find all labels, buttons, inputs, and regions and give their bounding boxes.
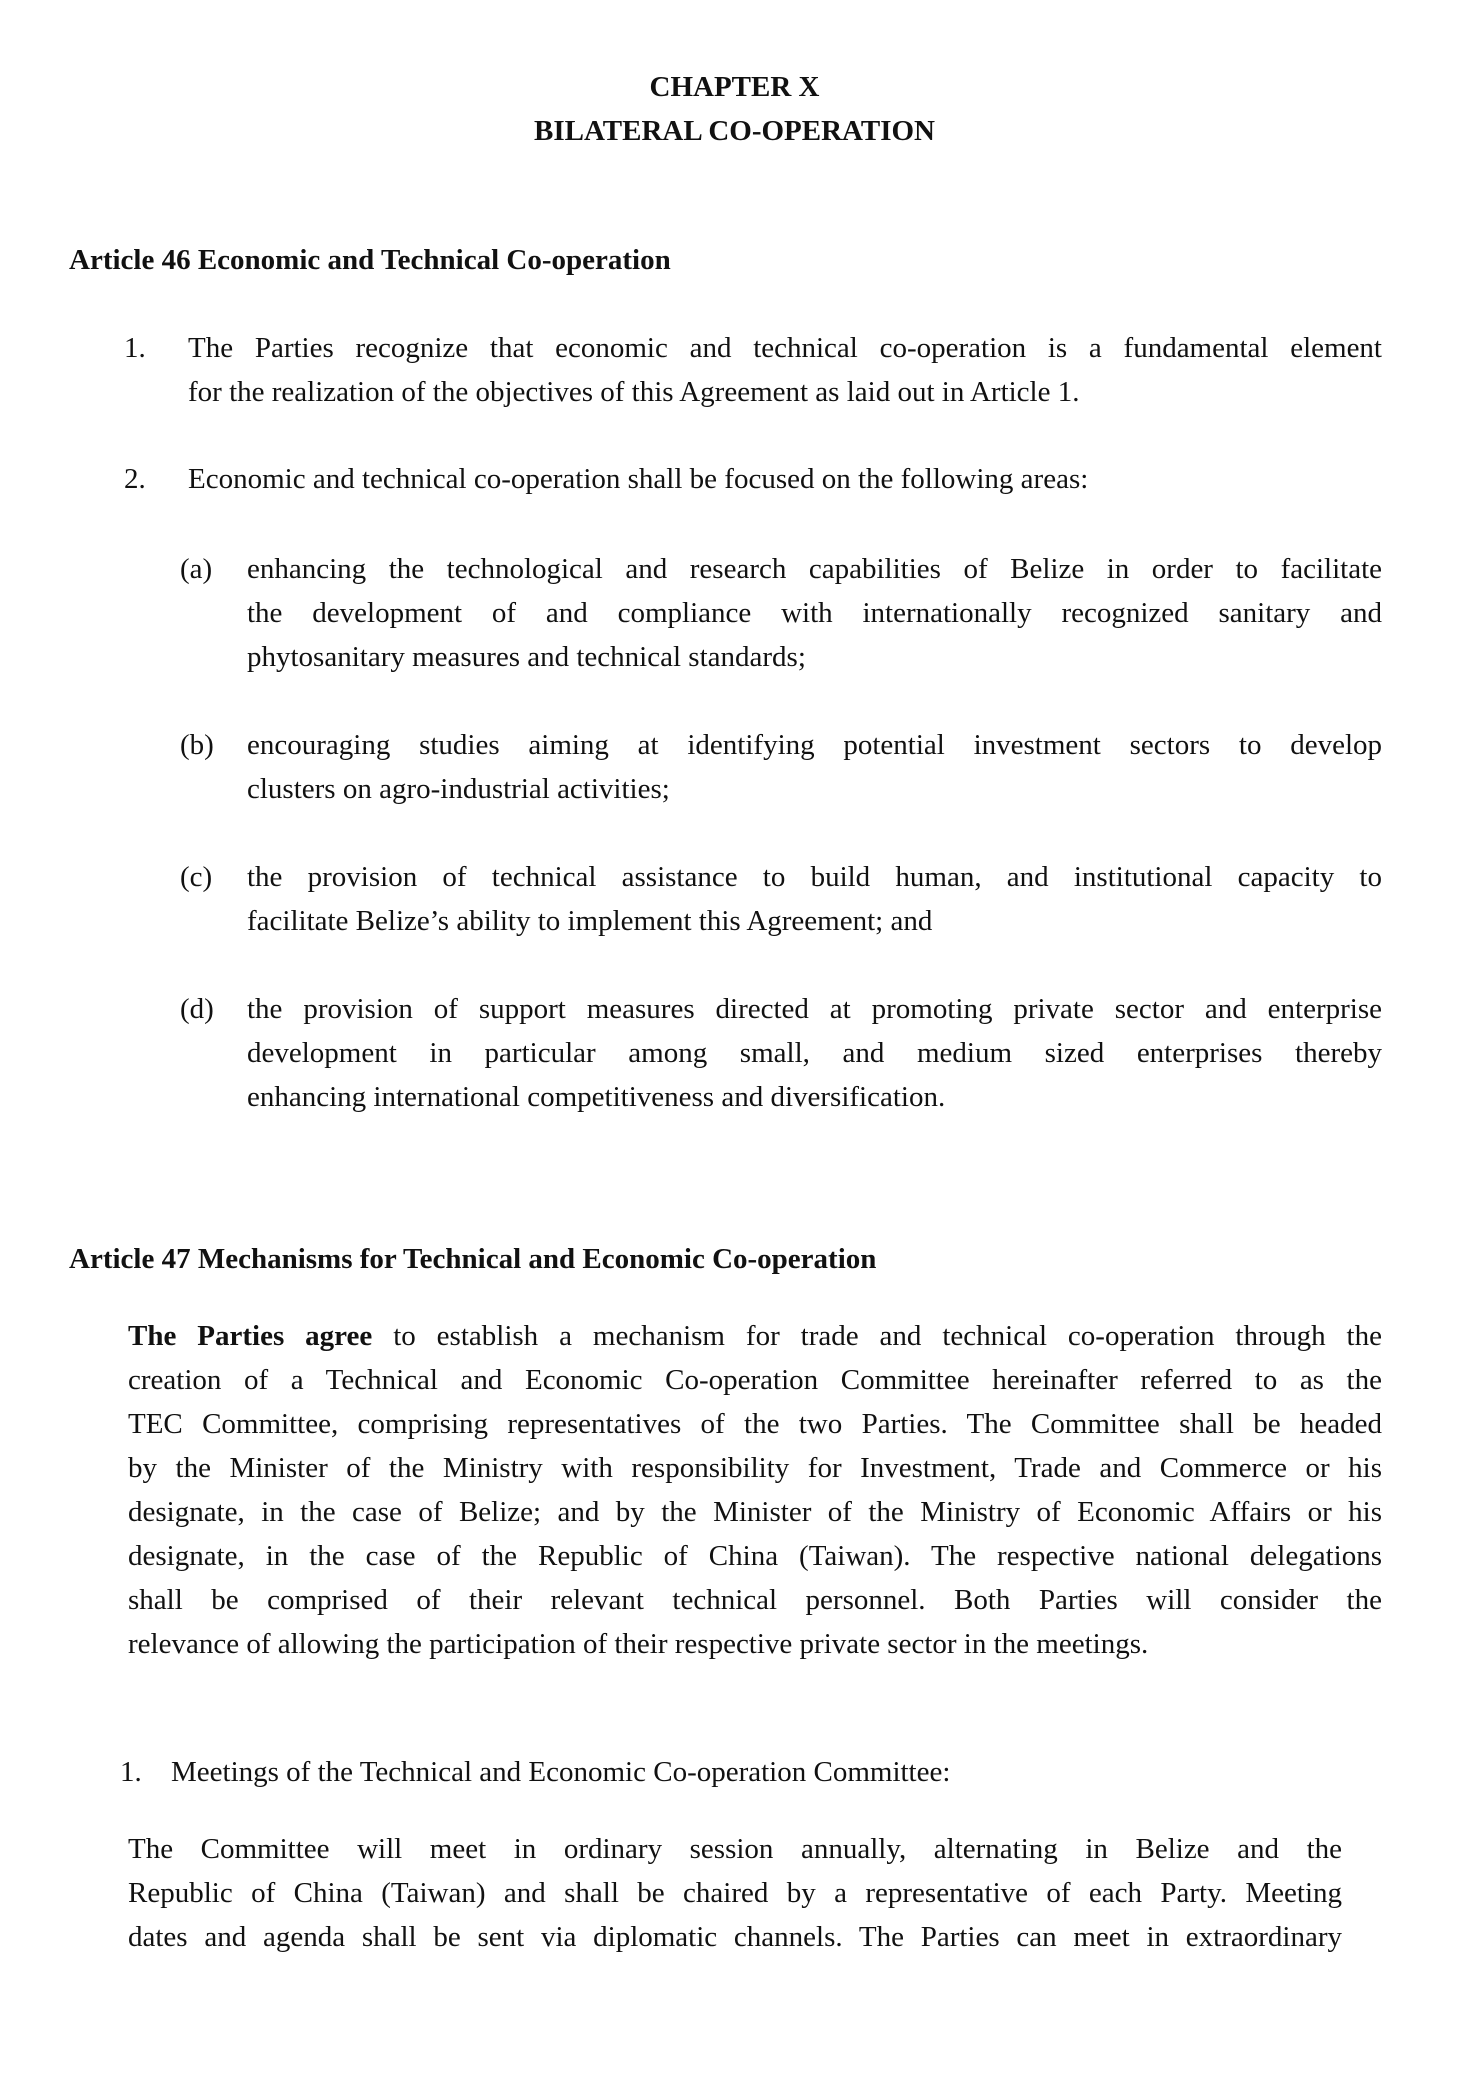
paragraph-line: designate, in the case of the Republic of China (Taiwan). The respective national delegations [128, 1540, 1382, 1572]
paragraph-line: dates and agenda shall be sent via diplomatic channels. The Parties can meet in extraordinary [128, 1921, 1342, 1953]
paragraph-line: by the Minister of the Ministry with responsibility for Investment, Trade and Commerce or his [128, 1452, 1382, 1484]
subitem-marker: (c) [180, 861, 213, 893]
subitem-marker: (b) [180, 729, 214, 761]
paragraph-line: shall be comprised of their relevant technical personnel. Both Parties will consider the [128, 1584, 1382, 1616]
chapter-title: BILATERAL CO-OPERATION [534, 115, 935, 147]
subitem-line: enhancing the technological and research capabilities of Belize in order to facilitate [247, 553, 1382, 585]
paragraph-line: creation of a Technical and Economic Co-operation Committee hereinafter referred to as the [128, 1364, 1382, 1396]
item-line: Economic and technical co-operation shall be focused on the following areas: [188, 463, 1089, 495]
paragraph-line: The Parties agree to establish a mechanism for trade and technical co-operation through the [128, 1320, 1382, 1352]
paragraph-line: The Committee will meet in ordinary session annually, alternating in Belize and the [128, 1833, 1342, 1865]
subitem-line: the provision of support measures directed at promoting private sector and enterprise [247, 993, 1382, 1025]
subitem-line: the development of and compliance with internationally recognized sanitary and [247, 597, 1382, 629]
subitem-line: development in particular among small, and medium sized enterprises thereby [247, 1037, 1382, 1069]
subitem-line: the provision of technical assistance to build human, and institutional capacity to [247, 861, 1382, 893]
subitem-line: enhancing international competitiveness and diversification. [247, 1081, 946, 1113]
paragraph-line: relevance of allowing the participation of their respective private sector in the meetings. [128, 1628, 1149, 1660]
chapter-number: CHAPTER X [649, 71, 820, 103]
subitem-line: clusters on agro-industrial activities; [247, 773, 670, 805]
subitem-line: phytosanitary measures and technical standards; [247, 641, 806, 673]
item-marker: 1. [120, 1756, 142, 1788]
meetings-paragraph [128, 1827, 1342, 1959]
article-46-heading: Article 46 Economic and Technical Co-operation [69, 244, 671, 276]
paragraph-line: Republic of China (Taiwan) and shall be chaired by a representative of each Party. Meeting [128, 1877, 1342, 1909]
article-47-paragraph [128, 1314, 1382, 1666]
item-line: The Parties recognize that economic and technical co-operation is a fundamental element [188, 332, 1382, 364]
item-line: for the realization of the objectives of this Agreement as laid out in Article 1. [188, 376, 1080, 408]
paragraph-bold-lead: The Parties agree [128, 1320, 373, 1352]
item-marker: 1. [124, 332, 146, 364]
item-marker: 2. [124, 463, 146, 495]
paragraph-line: TEC Committee, comprising representatives of the two Parties. The Committee shall be headed [128, 1408, 1382, 1440]
subitem-line: encouraging studies aiming at identifying potential investment sectors to develop [247, 729, 1382, 761]
meetings-title: Meetings of the Technical and Economic Co-operation Committee: [171, 1756, 951, 1788]
subitem-marker: (a) [180, 553, 213, 585]
paragraph-line: designate, in the case of Belize; and by the Minister of the Ministry of Economic Affairs or his [128, 1496, 1382, 1528]
subitem-line: facilitate Belize’s ability to implement this Agreement; and [247, 905, 933, 937]
article-47-heading: Article 47 Mechanisms for Technical and Economic Co-operation [69, 1243, 877, 1275]
subitem-marker: (d) [180, 993, 214, 1025]
